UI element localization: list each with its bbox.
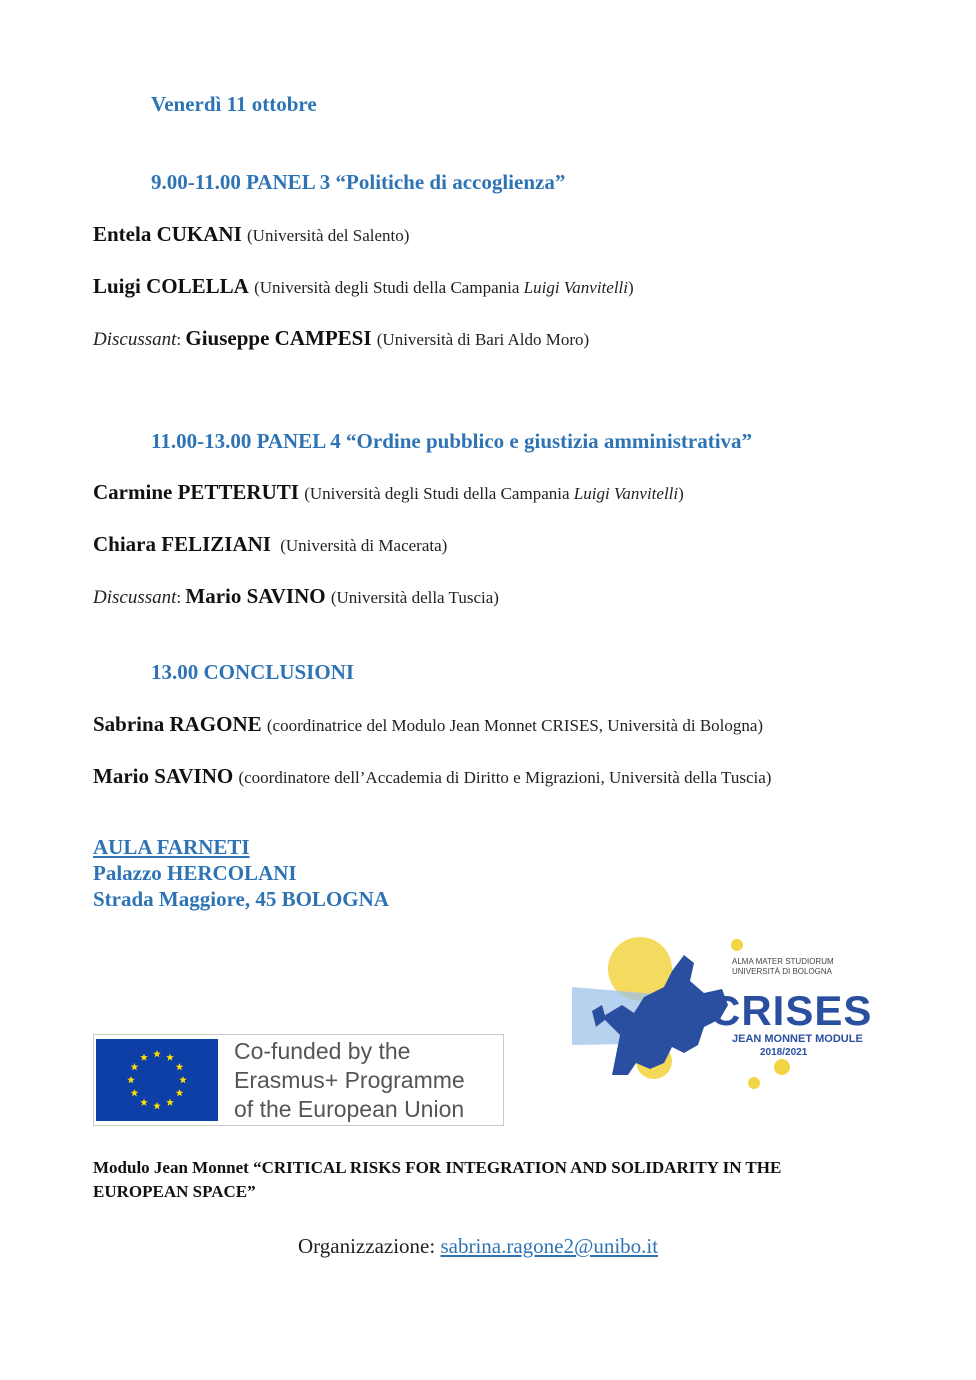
speaker-row	[93, 712, 763, 737]
speaker-name: Sabrina RAGONE	[93, 712, 262, 736]
affiliation-italic: Luigi Vanvitelli	[523, 278, 628, 297]
affiliation-text: (Università degli Studi della Campania	[254, 278, 524, 297]
affiliation-italic: Luigi Vanvitelli	[573, 484, 679, 503]
organization-label: Organizzazione:	[298, 1234, 441, 1258]
speaker-affiliation	[254, 278, 634, 297]
venue-block	[93, 834, 389, 912]
speaker-row	[93, 480, 684, 505]
crises-small-line: ALMA MATER STUDIORUM	[732, 957, 834, 966]
speaker-affiliation: (Università di Macerata)	[280, 536, 448, 555]
discussant-name: Giuseppe CAMPESI	[185, 326, 372, 350]
discussant-affiliation: (Università della Tuscia)	[330, 588, 499, 607]
panel-3-heading: 9.00-11.00 PANEL 3 “Politiche di accoglienza”	[151, 170, 566, 194]
crises-university-text	[732, 957, 834, 977]
speaker-name: Luigi COLELLA	[93, 274, 249, 298]
speaker-row	[93, 222, 409, 247]
speaker-row	[93, 274, 634, 299]
speaker-row	[93, 764, 771, 789]
speaker-name: Entela CUKANI	[93, 222, 242, 246]
affiliation-text: (Università degli Studi della Campania	[304, 484, 574, 503]
speaker-affiliation: (coordinatore dell’Accademia di Diritto e Migrazioni, Università della Tuscia)	[238, 768, 772, 787]
crises-years: 2018/2021	[760, 1047, 808, 1058]
eu-logo-line: Co-funded by the	[234, 1038, 411, 1064]
eu-logo-line: of the European Union	[234, 1096, 465, 1122]
yellow-dot	[774, 1059, 790, 1075]
speaker-name: Carmine PETTERUTI	[93, 480, 299, 504]
conclusions-heading: 13.00 CONCLUSIONI	[151, 660, 355, 684]
affiliation-close: )	[678, 484, 684, 503]
speaker-affiliation	[304, 484, 684, 503]
discussant-row	[93, 584, 499, 609]
speaker-affiliation: (Università del Salento)	[247, 226, 410, 245]
crises-wordmark: CRISES	[710, 987, 873, 1034]
venue-room-link[interactable]: AULA FARNETI	[93, 835, 250, 859]
discussant-row	[93, 326, 589, 351]
speaker-affiliation: (coordinatrice del Modulo Jean Monnet CRISES, Università di Bologna)	[266, 716, 764, 735]
eu-flag-icon	[96, 1039, 218, 1121]
yellow-dot	[748, 1077, 760, 1089]
modulo-title: Modulo Jean Monnet “CRITICAL RISKS FOR INTEGRATION AND SOLIDARITY IN THE EUROPEAN SPACE”	[93, 1158, 782, 1201]
venue-address: Strada Maggiore, 45 BOLOGNA	[93, 887, 389, 911]
crises-small-line: UNIVERSITÀ DI BOLOGNA	[732, 967, 833, 976]
yellow-dot	[731, 939, 743, 951]
venue-building: Palazzo HERCOLANI	[93, 861, 297, 885]
panel-4-heading: 11.00-13.00 PANEL 4 “Ordine pubblico e giustizia amministrativa”	[151, 429, 753, 453]
organization-email-link[interactable]: sabrina.ragone2@unibo.it	[440, 1234, 659, 1258]
eu-erasmus-logo	[93, 1034, 504, 1126]
organization-line	[298, 1234, 658, 1259]
discussant-label: Discussant	[93, 587, 177, 608]
day-heading: Venerdì 11 ottobre	[151, 92, 317, 116]
discussant-separator: :	[176, 588, 186, 607]
crises-subtitle: JEAN MONNET MODULE	[732, 1033, 863, 1045]
speaker-row	[93, 532, 447, 557]
discussant-label: Discussant	[93, 329, 177, 350]
discussant-name: Mario SAVINO	[185, 584, 326, 608]
discussant-affiliation: (Università di Bari Aldo Moro)	[376, 330, 590, 349]
speaker-name: Mario SAVINO	[93, 764, 234, 788]
speaker-name: Chiara FELIZIANI	[93, 532, 271, 556]
crises-logo	[572, 935, 873, 1095]
affiliation-close: )	[628, 278, 634, 297]
discussant-separator: :	[176, 330, 186, 349]
eu-logo-text	[234, 1037, 465, 1124]
eu-logo-line: Erasmus+ Programme	[234, 1067, 465, 1093]
